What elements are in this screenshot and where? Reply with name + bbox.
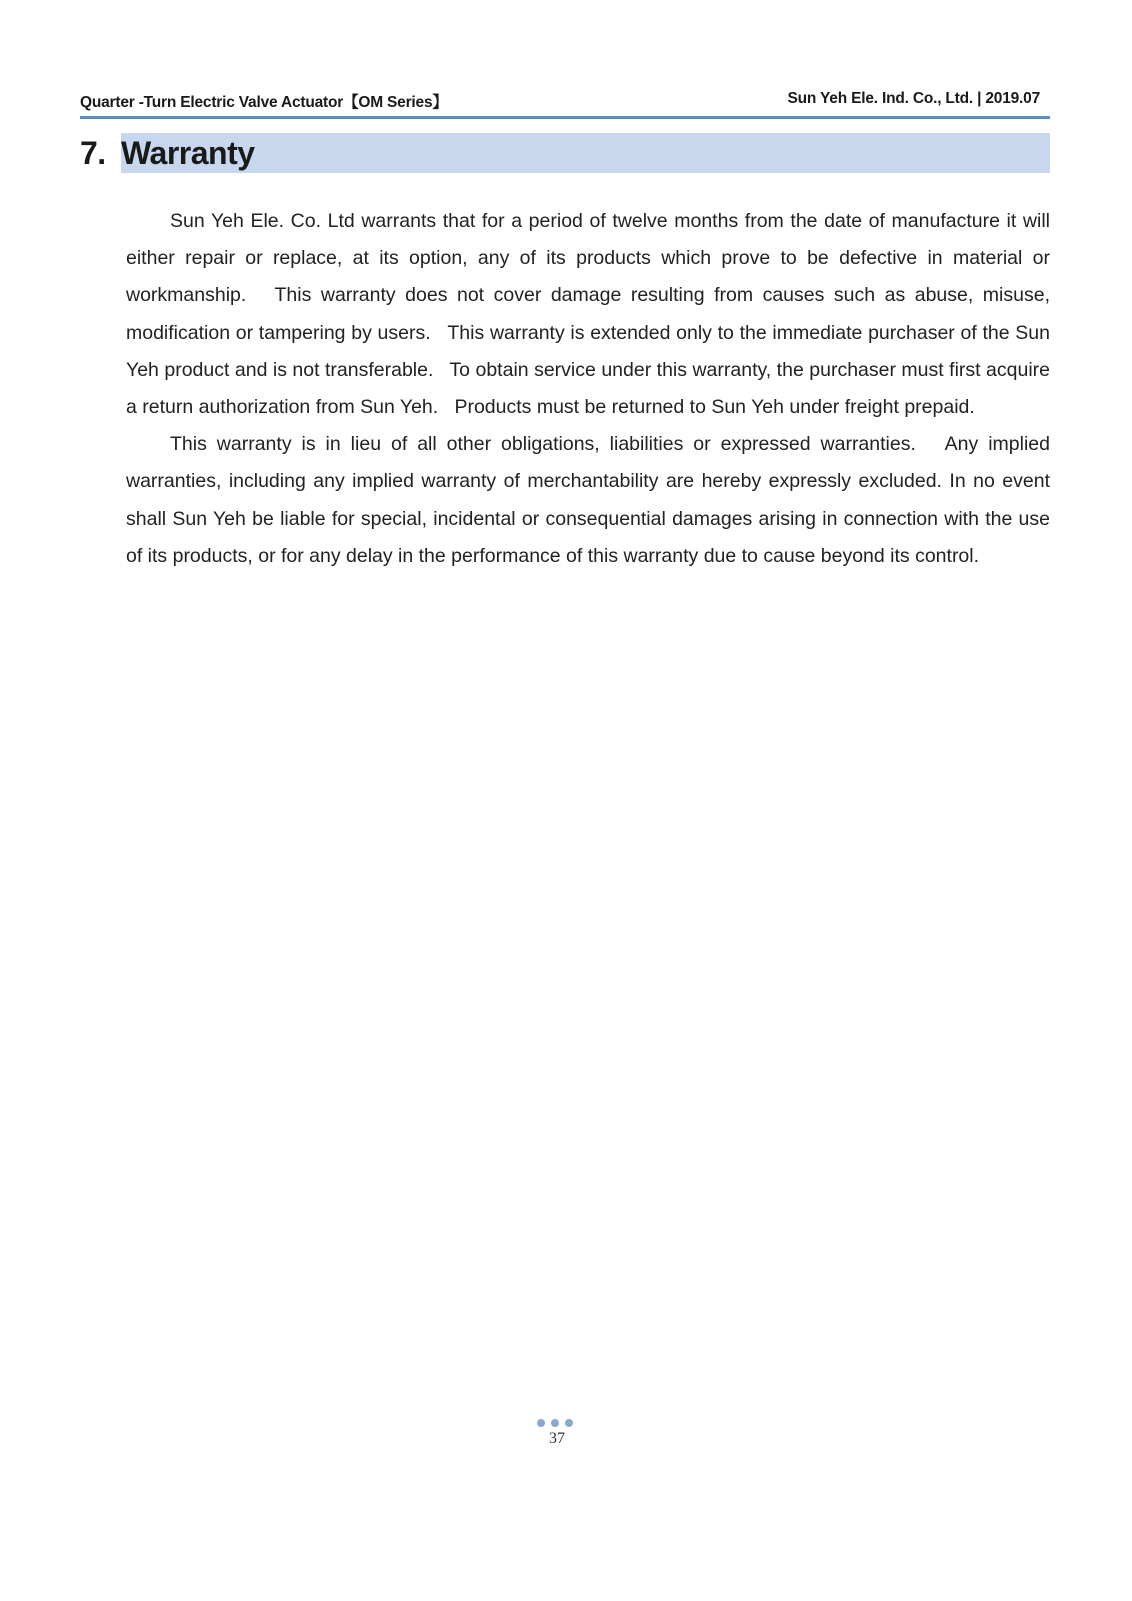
dot-icon: [537, 1419, 545, 1427]
warranty-body: [126, 203, 1056, 575]
document-title: Quarter -Turn Electric Valve Actuator【OM Series】: [80, 94, 448, 111]
footer-dots-decoration: [537, 1419, 577, 1429]
page-number: 37: [549, 1430, 565, 1447]
section-number: 7.: [80, 135, 106, 171]
page-header: [80, 86, 1050, 112]
section-title: Warranty: [121, 135, 255, 171]
section-highlight-band: [121, 133, 1050, 173]
paragraph: Sun Yeh Ele. Co. Ltd warrants that for a period of twelve months from the date of manufacture it will either repair or replace, at its option, any of its products which prove to be defective in material or workmanship. This warranty does not cover damage resulting from causes such as abuse, misuse, modification or tampering by users. This warranty is extended only to the immediate purchaser of the Sun Yeh product and is not transferable. To obtain service under this warranty, the purchaser must first acquire a return authorization from Sun Yeh. Products must be returned to Sun Yeh under freight prepaid.: [126, 210, 1056, 419]
section-heading-block: [80, 133, 1050, 173]
header-divider: [80, 116, 1050, 119]
dot-icon: [565, 1419, 573, 1427]
dot-icon: [551, 1419, 559, 1427]
company-date: Sun Yeh Ele. Ind. Co., Ltd. | 2019.07: [787, 90, 1040, 107]
paragraph: This warranty is in lieu of all other obligations, liabilities or expressed warranties. Any implied warranties, including any implied warranty of merchantability are hereby expressly excluded. In no event shall Sun Yeh be liable for special, incidental or consequential damages arising in connection with the use of its products, or for any delay in the performance of this warranty due to cause beyond its control.: [126, 433, 1056, 567]
